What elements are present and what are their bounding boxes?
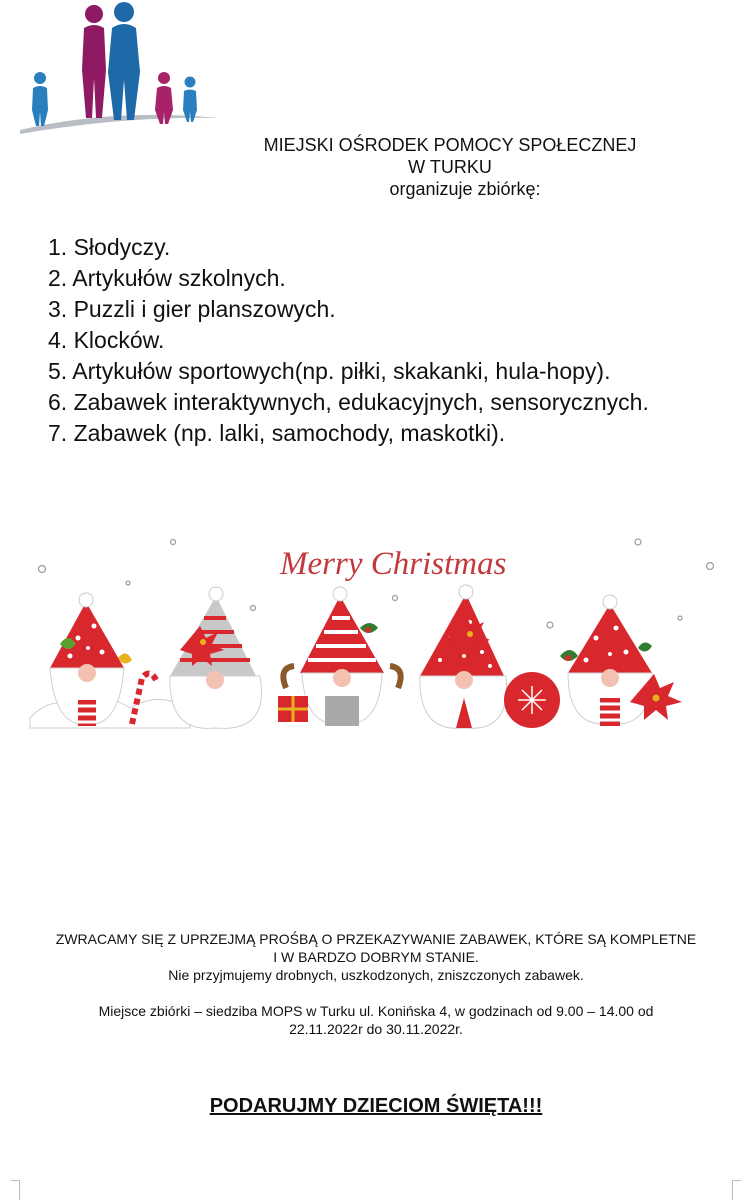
list-item: 3. Puzzli i gier planszowych. <box>48 296 336 322</box>
closing-slogan <box>0 1095 752 1118</box>
notice-line-3: Nie przyjmujemy drobnych, uszkodzonych, zniszczonych zabawek. <box>168 967 584 983</box>
notice-line-2: I W BARDZO DOBRYM STANIE. <box>273 949 479 965</box>
gnome-4 <box>420 585 560 728</box>
list-item: 7. Zabawek (np. lalki, samochody, maskotki). <box>48 420 506 446</box>
list-item: 4. Klocków. <box>48 327 165 353</box>
list-item: 1. Słodyczy. <box>48 234 171 260</box>
closing-slogan-text: PODARUJMY DZIECIOM ŚWIĘTA!!! <box>209 1095 543 1117</box>
family-logo <box>14 0 224 138</box>
notice-line-5: 22.11.2022r do 30.11.2022r. <box>289 1021 463 1037</box>
notice-line-4: Miejsce zbiórki – siedziba MOPS w Turku ul. Konińska 4, w godzinach od 9.00 – 14.00 od <box>98 1003 654 1019</box>
list-item: 2. Artykułów szkolnych. <box>48 265 286 291</box>
christmas-gnomes-illustration <box>20 528 732 758</box>
gnome-2 <box>170 587 262 728</box>
donation-notice <box>20 930 732 1038</box>
header-line-1: MIEJSKI OŚRODEK POMOCY SPOŁECZNEJ <box>263 135 637 155</box>
list-item: 6. Zabawek interaktywnych, edukacyjnych, sensorycznych. <box>48 389 649 415</box>
list-item: 5. Artykułów sportowych(np. piłki, skakanki, hula-hopy). <box>48 358 611 384</box>
gnome-5 <box>560 595 682 726</box>
header-line-2: W TURKU <box>408 157 492 177</box>
organizer-header <box>200 134 700 200</box>
notice-line-1: ZWRACAMY SIĘ Z UPRZEJMĄ PROŚBĄ O PRZEKAZYWANIE ZABAWEK, KTÓRE SĄ KOMPLETNE <box>55 931 697 947</box>
header-line-3: organizuje zbiórkę: <box>389 179 541 199</box>
collection-list <box>48 232 649 449</box>
merry-christmas-text: Merry Christmas <box>280 546 507 582</box>
gnome-3 <box>278 587 401 726</box>
page-corner-mark-right <box>732 1180 733 1200</box>
page-corner-mark-left <box>19 1180 20 1200</box>
